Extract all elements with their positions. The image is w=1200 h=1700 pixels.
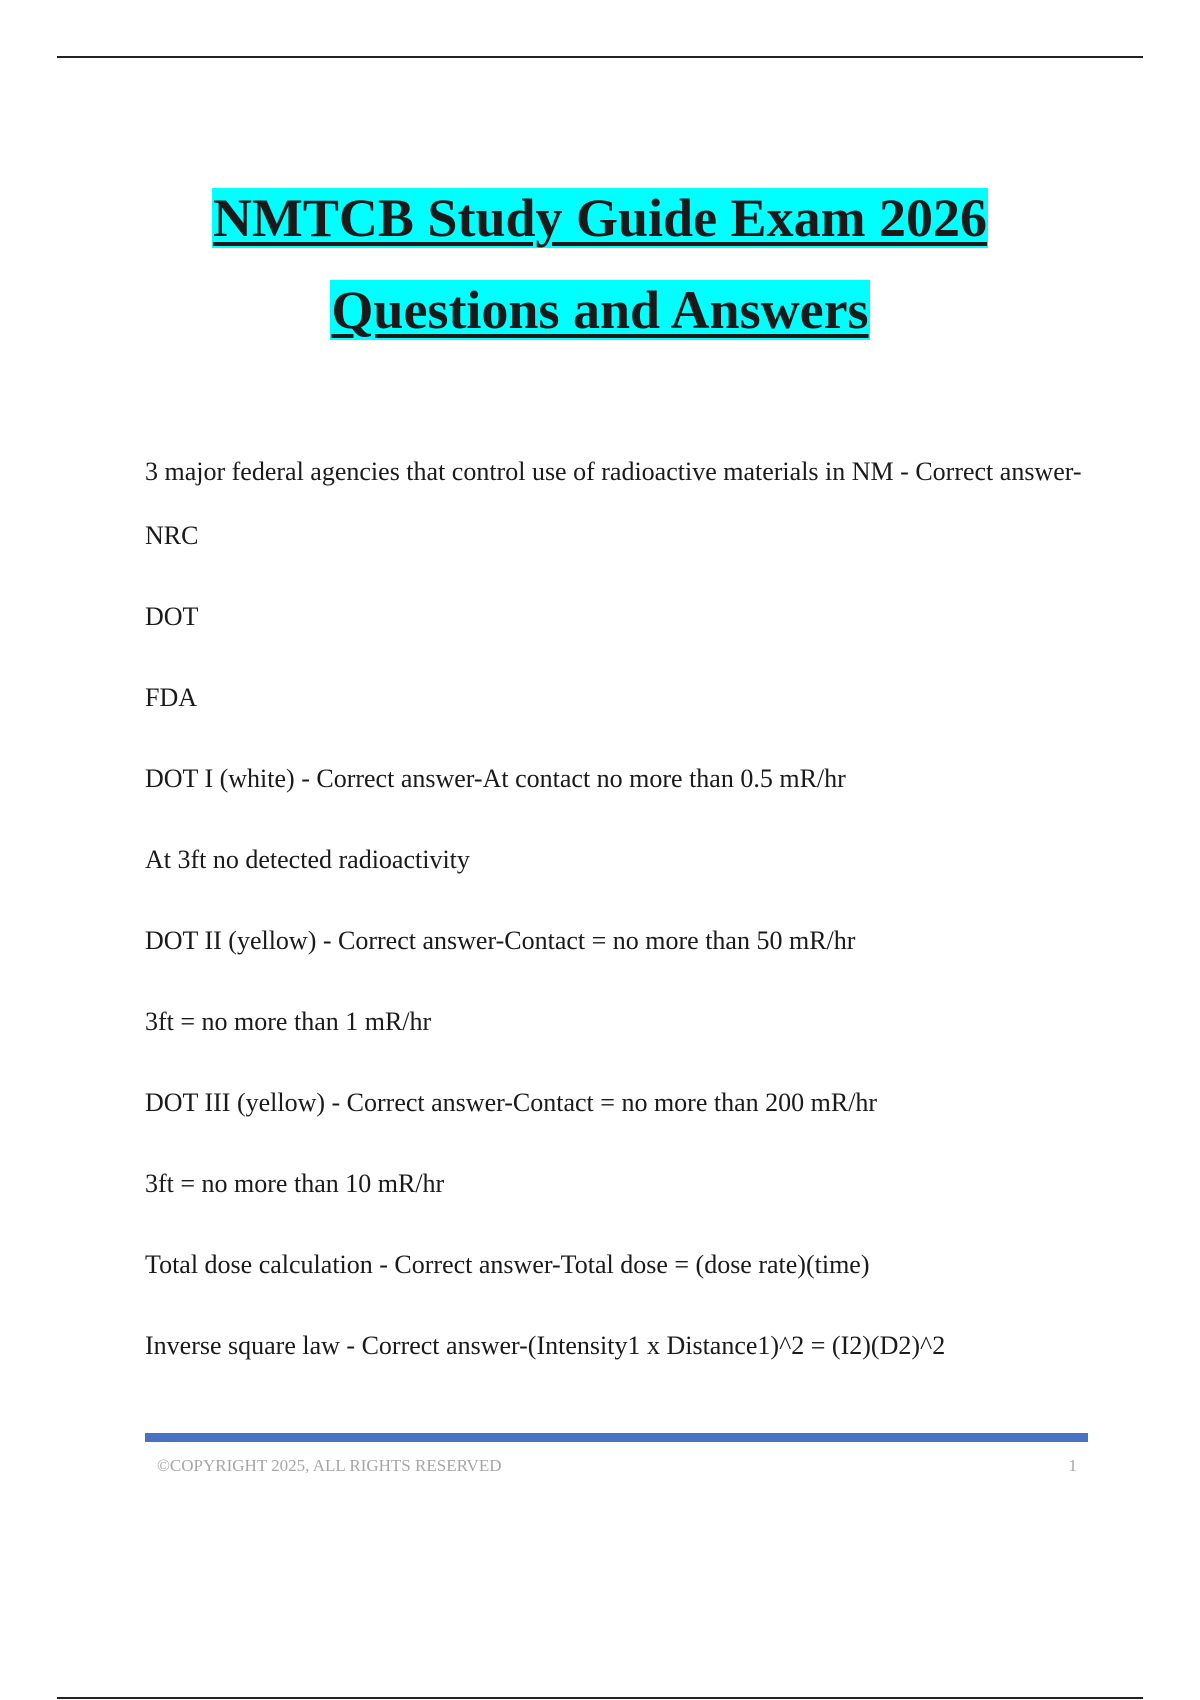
- page-number: 1: [1068, 1456, 1077, 1475]
- footer-bar: [145, 1433, 1088, 1442]
- title-line-2: [0, 264, 1200, 356]
- paragraph-1: 3 major federal agencies that control use of radioactive materials in NM - Correct answer-NRC: [145, 457, 1082, 550]
- paragraph-8: DOT III (yellow) - Correct answer-Contact = no more than 200 mR/hr: [145, 1088, 878, 1117]
- title-line-2-text: Questions and Answers: [331, 280, 869, 340]
- top-rule: [57, 56, 1143, 58]
- paragraph-6: DOT II (yellow) - Correct answer-Contact = no more than 50 mR/hr: [145, 926, 856, 955]
- paragraph-5: At 3ft no detected radioactivity: [145, 845, 470, 874]
- document-body: [145, 440, 1085, 1395]
- page-footer: [157, 1456, 1077, 1476]
- paragraph-4: DOT I (white) - Correct answer-At contact no more than 0.5 mR/hr: [145, 764, 846, 793]
- title-line-1-text: NMTCB Study Guide Exam 2026: [212, 188, 988, 248]
- paragraph-2: DOT: [145, 602, 199, 631]
- paragraph-3: FDA: [145, 683, 198, 712]
- paragraph-9: 3ft = no more than 10 mR/hr: [145, 1169, 445, 1198]
- paragraph-10: Total dose calculation - Correct answer-Total dose = (dose rate)(time): [145, 1250, 870, 1279]
- title-line-1: [0, 172, 1200, 264]
- bottom-rule: [57, 1697, 1143, 1699]
- paragraph-7: 3ft = no more than 1 mR/hr: [145, 1007, 432, 1036]
- copyright-notice: ©COPYRIGHT 2025, ALL RIGHTS RESERVED: [157, 1456, 502, 1475]
- paragraph-11: Inverse square law - Correct answer-(Intensity1 x Distance1)^2 = (I2)(D2)^2: [145, 1331, 946, 1360]
- document-title: [0, 172, 1200, 356]
